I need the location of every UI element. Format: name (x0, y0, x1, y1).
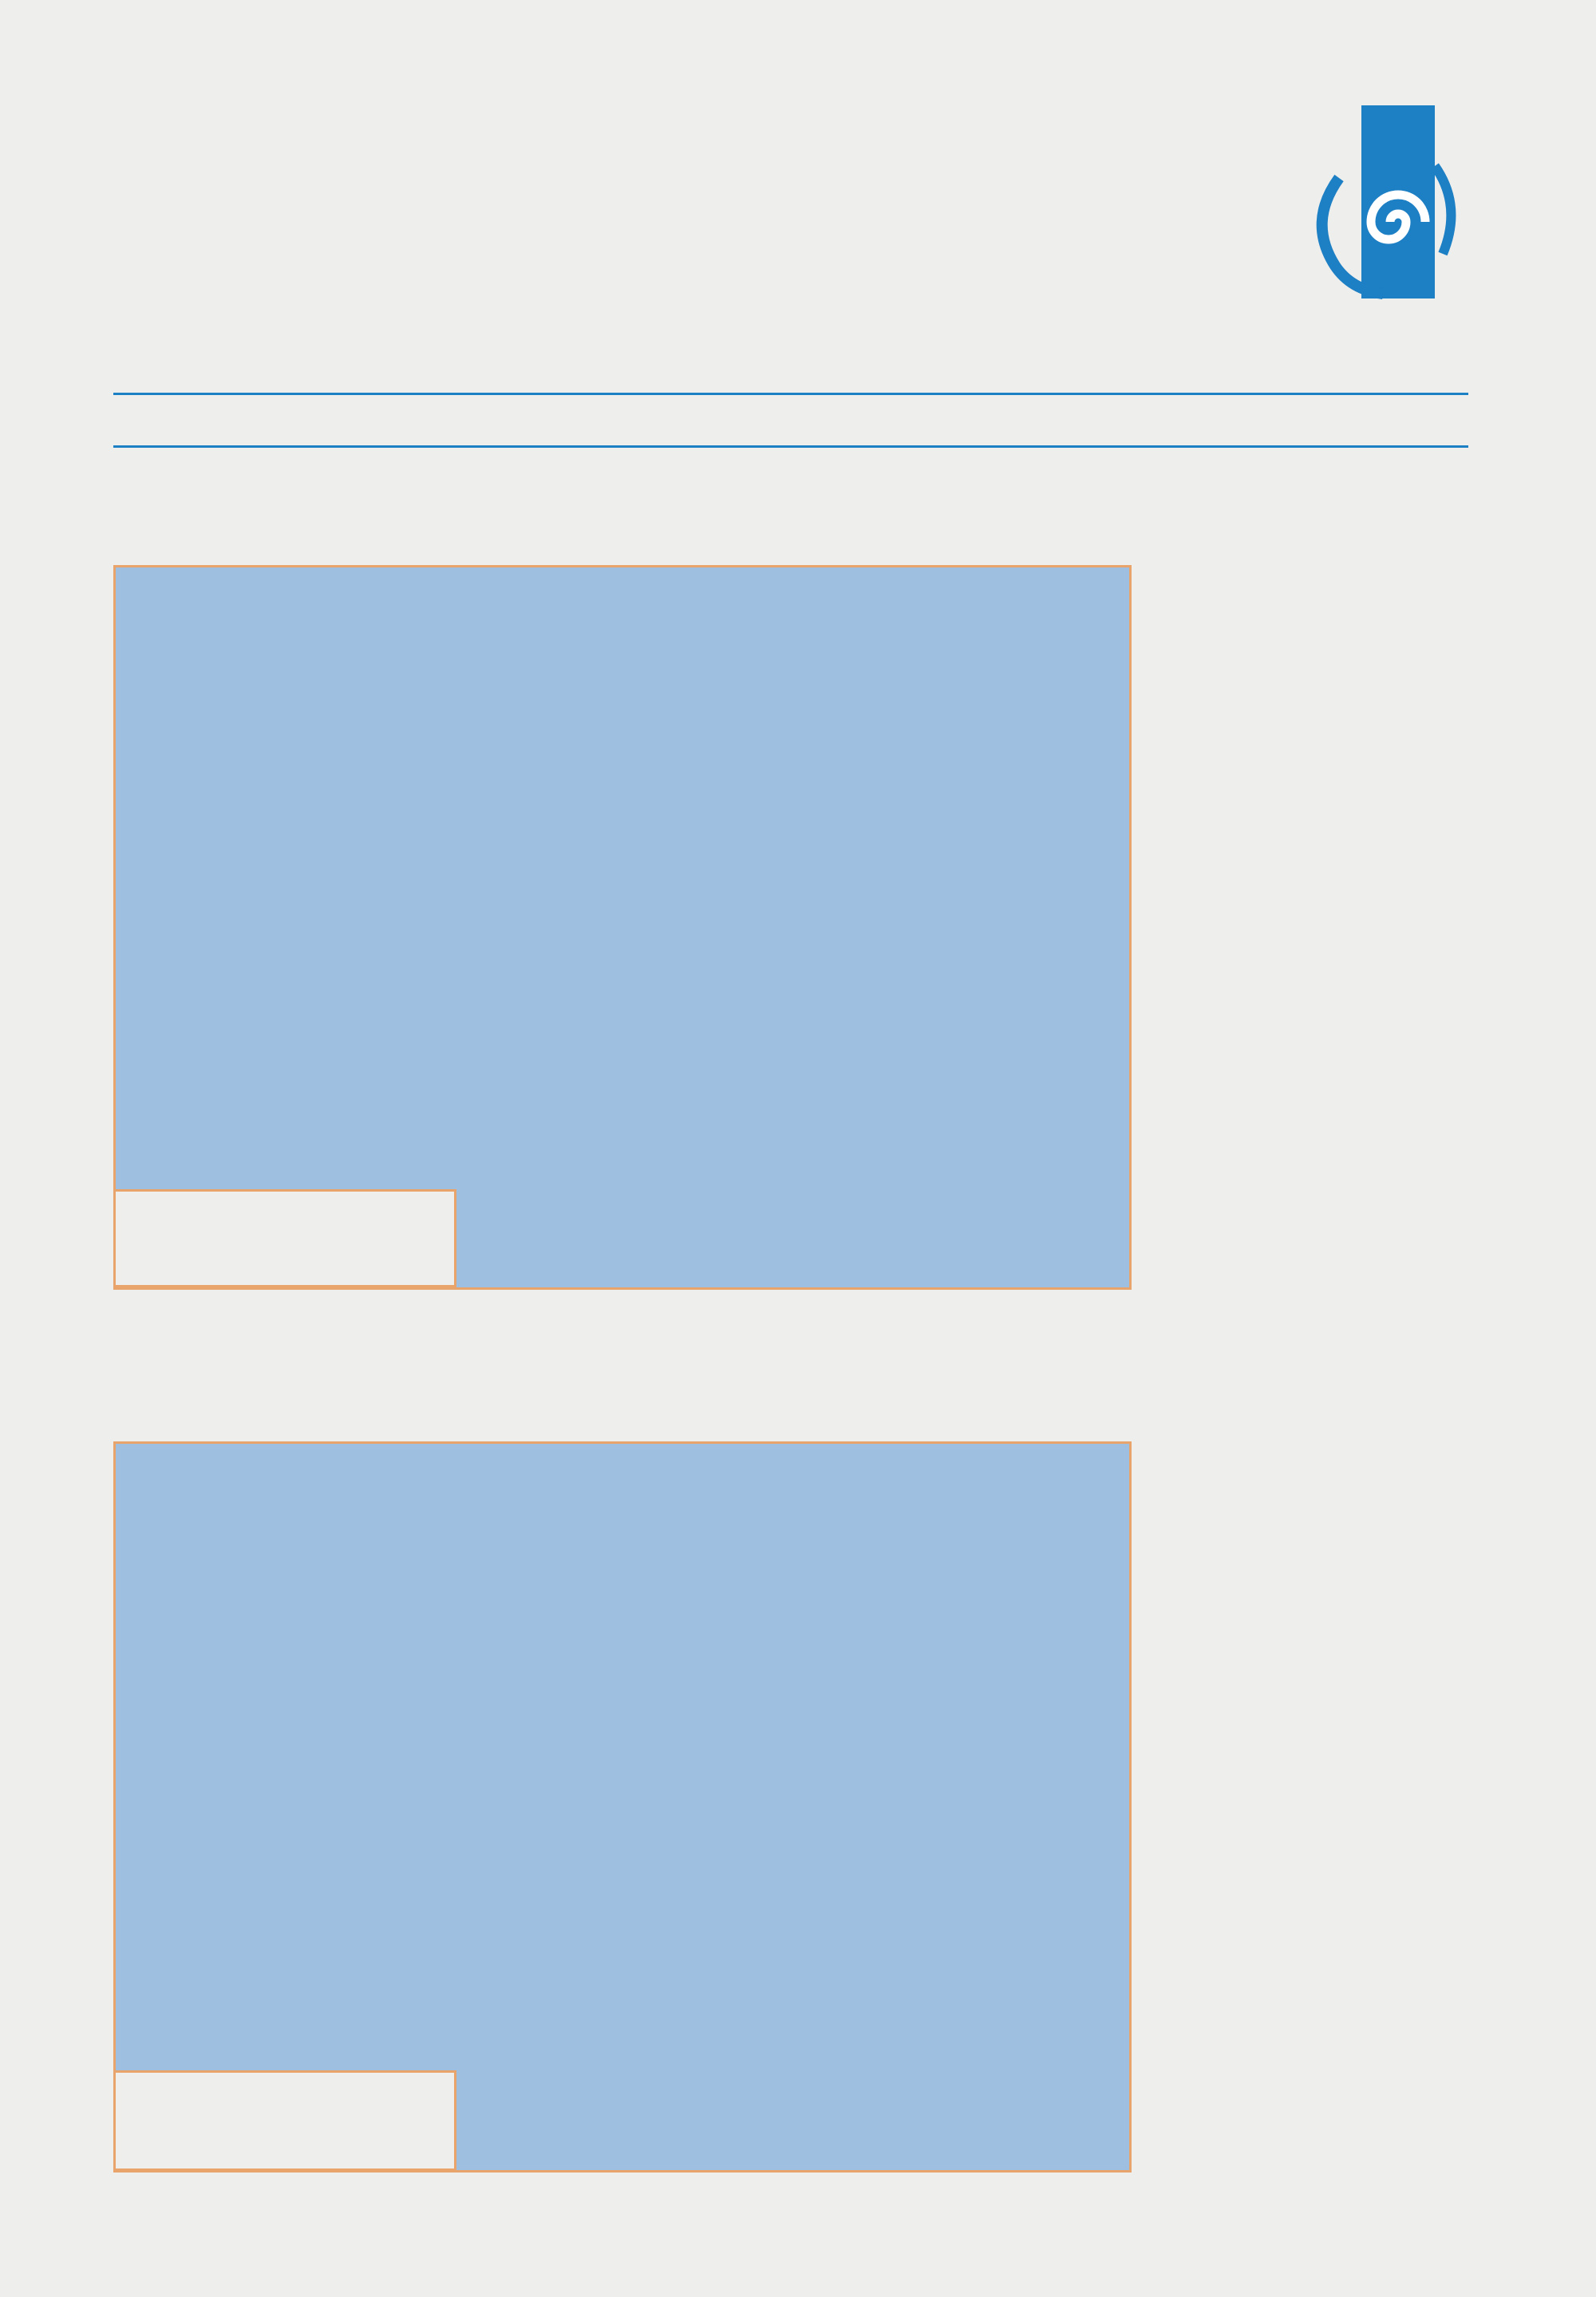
map-caption-saturday (113, 1189, 456, 1287)
forecast-map-sunday (113, 1441, 1132, 2172)
dwd-logo (1307, 102, 1467, 302)
forecast-map-saturday (113, 565, 1132, 1290)
header-rule (113, 393, 1468, 395)
map-caption-sunday (113, 2070, 456, 2171)
issue-year (113, 405, 123, 437)
header-rule (113, 445, 1468, 448)
